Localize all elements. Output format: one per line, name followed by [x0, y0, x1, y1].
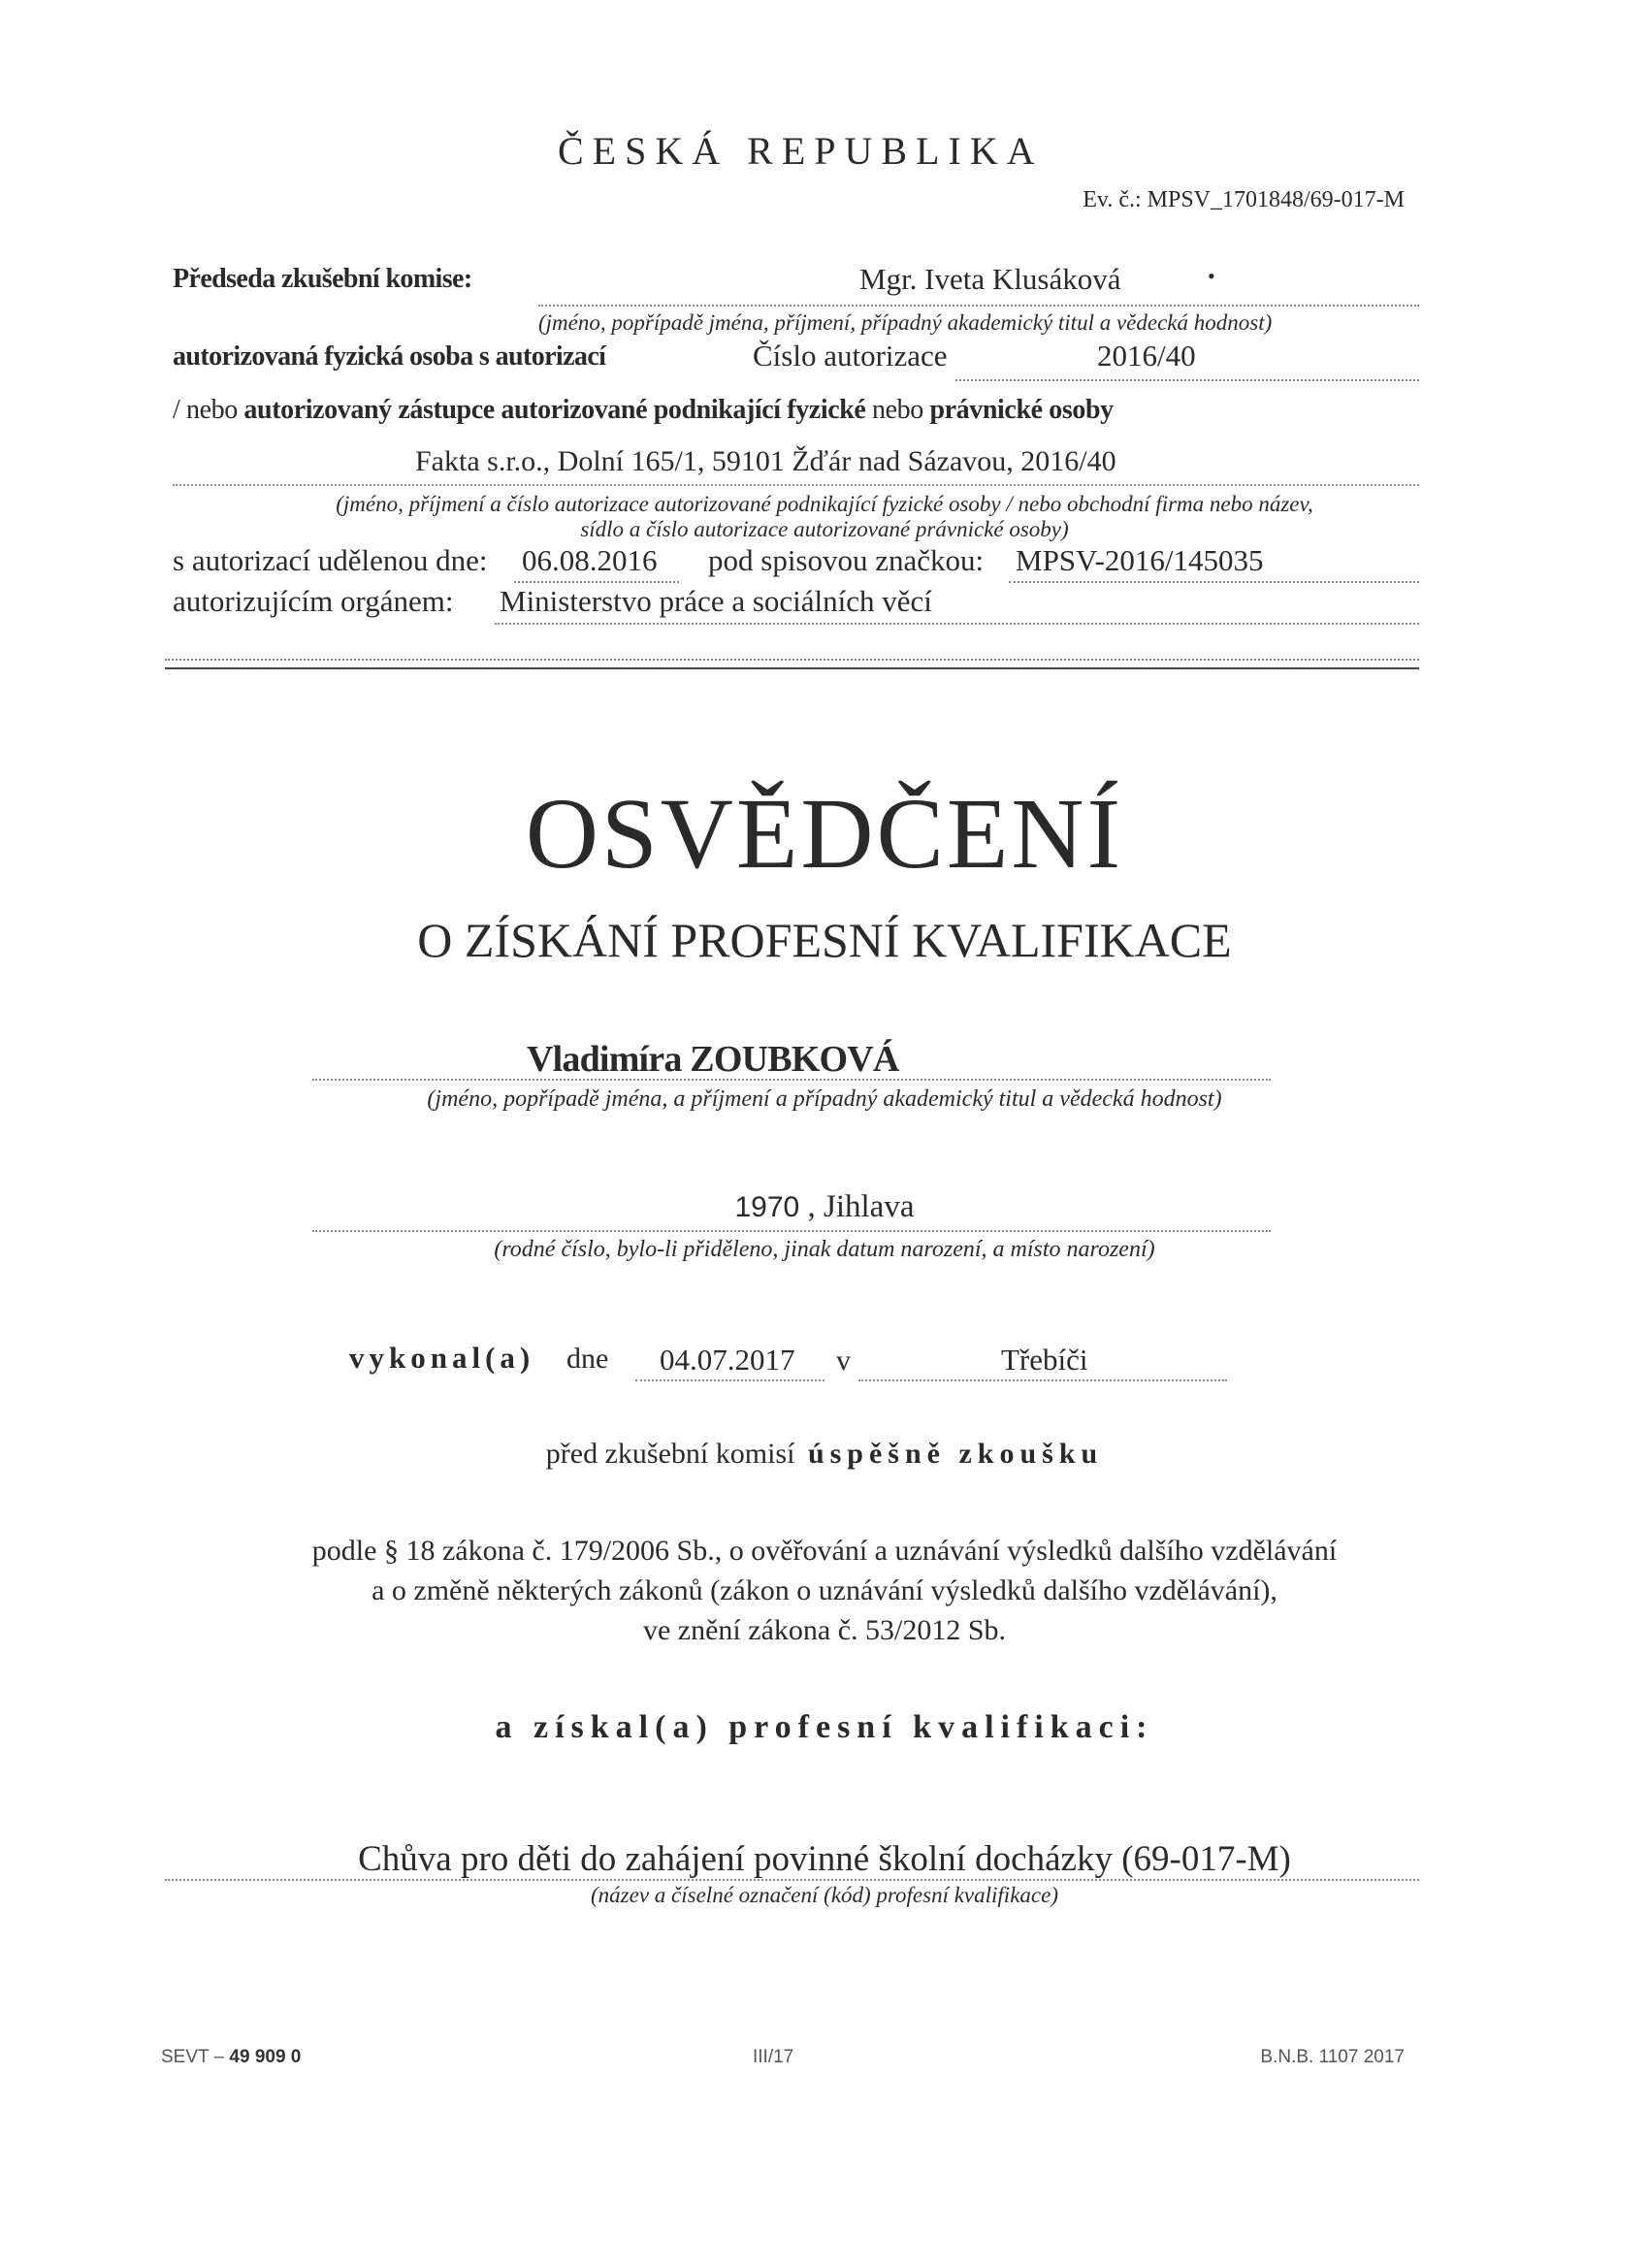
- birth-caption: (rodné číslo, bylo-li přiděleno, jinak datum narození, a místo narození): [494, 1237, 1155, 1262]
- footer-form-code: [161, 2047, 301, 2068]
- file-number-label: pod spisovou značkou:: [708, 543, 985, 577]
- passed-dne: dne: [566, 1343, 609, 1375]
- holder-name-dotted-line: [312, 1079, 1271, 1081]
- exam-date: 04.07.2017: [660, 1343, 795, 1377]
- exam-date-dotted-line: [635, 1379, 824, 1381]
- birth-place: , Jihlava: [799, 1189, 915, 1224]
- law-line-1: podle § 18 zákona č. 179/2006 Sb., o ověřování a uznávání výsledků dalšího vzdělávání: [311, 1535, 1338, 1567]
- passed-label: vykonal(a): [349, 1341, 535, 1375]
- exam-success-text: úspěšně zkoušku: [807, 1438, 1104, 1470]
- organ-dotted-line: [495, 623, 1419, 625]
- exam-place: Třebíči: [1001, 1343, 1088, 1377]
- qualification-dotted-line: [165, 1879, 1419, 1881]
- representative-line: [173, 395, 1114, 426]
- qualification-caption: (název a číselné označení (kód) profesní kvalifikace): [591, 1883, 1058, 1907]
- certificate-title: OSVĚDČENÍ: [525, 778, 1124, 890]
- birth-year: 1970: [734, 1191, 800, 1223]
- passed-v: v: [836, 1345, 851, 1377]
- file-number-dotted-line: [1009, 581, 1419, 583]
- separator-solid: [165, 667, 1419, 669]
- evidence-number: Ev. č.: MPSV_1701848/69-017-M: [1083, 187, 1405, 212]
- rep-bold-2: právnické osoby: [929, 395, 1114, 425]
- footer-edition: III/17: [753, 2047, 794, 2067]
- rep-bold-1: autorizovaný zástupce autorizované podnikající fyzické: [243, 395, 866, 425]
- law-line-3: ve znění zákona č. 53/2012 Sb.: [642, 1614, 1007, 1646]
- footer-left-code: 49 909 0: [229, 2047, 302, 2067]
- auth-number-dotted-line: [955, 379, 1419, 381]
- chair-label: Předseda zkušební komise:: [173, 264, 472, 294]
- authorizing-body-label: autorizujícím orgánem:: [173, 584, 454, 618]
- holder-name-caption: (jméno, popřípadě jména, a příjmení a případný akademický titul a vědecká hodnost): [427, 1086, 1222, 1112]
- law-line-2: a o změně některých zákonů (zákon o uznávání výsledků dalšího vzdělávání),: [372, 1574, 1277, 1606]
- company-caption-2: sídlo a číslo autorizace autorizované právnické osoby): [580, 517, 1069, 541]
- country-heading: ČESKÁ REPUBLIKA: [558, 129, 1044, 173]
- chair-name: Mgr. Iveta Klusáková: [859, 262, 1121, 296]
- company-details: Fakta s.r.o., Dolní 165/1, 59101 Žďár nad Sázavou, 2016/40: [415, 445, 1116, 477]
- granted-label: s autorizací udělenou dne:: [173, 543, 488, 577]
- exam-place-dotted-line: [858, 1379, 1227, 1381]
- authorized-person-label: autorizovaná fyzická osoba s autorizací: [173, 341, 606, 372]
- authorization-number: 2016/40: [1097, 339, 1196, 373]
- chair-caption: (jméno, popřípadě jména, příjmení, případný akademický titul a vědecká hodnost): [538, 310, 1273, 335]
- granted-date: 06.08.2016: [522, 543, 658, 577]
- certificate-subtitle: O ZÍSKÁNÍ PROFESNÍ KVALIFIKACE: [417, 913, 1232, 967]
- authorizing-body: Ministerstvo práce a sociálních věcí: [500, 584, 932, 618]
- granted-date-dotted-line: [514, 581, 679, 583]
- chair-marker: •: [1208, 264, 1215, 288]
- birth-dotted-line: [312, 1230, 1271, 1232]
- acquired-label: a získal(a) profesní kvalifikaci:: [495, 1709, 1154, 1745]
- qualification-name: Chůva pro děti do zahájení povinné školní docházky (69-017-M): [358, 1839, 1291, 1879]
- footer-left-prefix: SEVT –: [161, 2047, 230, 2067]
- holder-name: Vladimíra ZOUBKOVÁ: [527, 1039, 899, 1080]
- separator-dotted: [165, 659, 1419, 661]
- rep-mid: nebo: [865, 395, 930, 425]
- rep-prefix: / nebo: [173, 395, 244, 425]
- footer-printer: B.N.B. 1107 2017: [1260, 2047, 1405, 2067]
- birth-info: [0, 1189, 1649, 1225]
- exam-result-line: [0, 1438, 1649, 1471]
- chair-dotted-line: [538, 305, 1419, 307]
- exam-before-text: před zkušební komisí: [545, 1438, 795, 1470]
- authorization-number-label: Číslo autorizace: [753, 339, 948, 373]
- company-caption-1: (jméno, příjmení a číslo autorizace autorizované podnikající fyzické osoby / nebo obchodní firma nebo název,: [336, 492, 1313, 516]
- company-dotted-line: [173, 484, 1419, 486]
- file-number: MPSV-2016/145035: [1016, 543, 1264, 577]
